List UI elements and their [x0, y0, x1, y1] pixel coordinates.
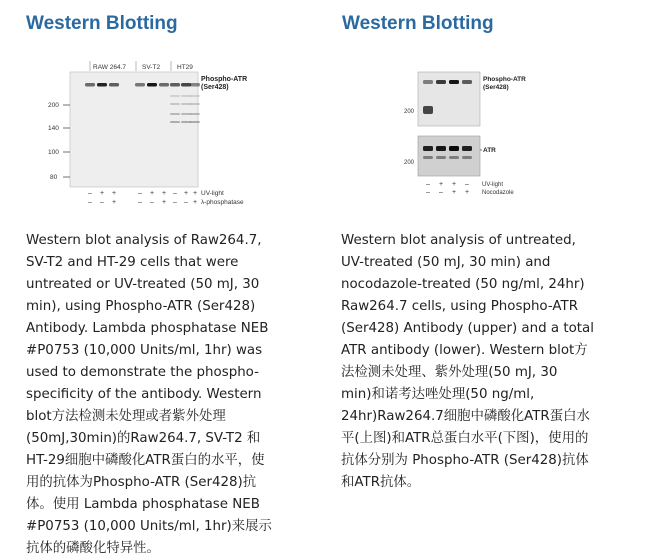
band-background — [170, 113, 180, 115]
uv-sign: – — [173, 190, 177, 197]
band-background — [181, 121, 191, 123]
band-phospho-atr — [170, 83, 180, 87]
right-heading: Western Blotting — [342, 13, 494, 34]
left-caption-line: 抗体的磷酸化特异性。 — [26, 541, 160, 556]
left-caption-line: #P0753 (10,000 Units/ml, 1hr)来展示 — [26, 519, 272, 534]
left-caption-line: untreated or UV-treated (50 mJ, 30 — [26, 277, 260, 292]
band-phospho-atr — [135, 83, 145, 87]
band-label-ser428-right: (Ser428) — [483, 84, 509, 91]
uv-sign: + — [100, 190, 105, 197]
right-caption-line: Raw264.7 cells, using Phospho-ATR — [341, 299, 579, 314]
ppase-sign: – — [173, 199, 177, 206]
right-panel — [342, 0, 642, 36]
left-caption-line: #P0753 (10,000 Units/ml, 1hr) was — [26, 343, 263, 358]
band-background — [170, 121, 180, 123]
uv-sign: – — [88, 190, 92, 197]
left-signs-uv — [88, 190, 197, 197]
band-label-atr: ATR — [483, 147, 496, 154]
band-background — [181, 95, 191, 97]
band-atr — [449, 146, 459, 151]
uv-sign: + — [193, 190, 198, 197]
band-background — [181, 103, 191, 105]
right-caption-line: nocodazole-treated (50 ng/ml, 24hr) — [341, 277, 585, 292]
right-caption-line: min)和诺考达唑处理(50 ng/ml, — [341, 387, 535, 402]
right-caption-line: Western blot analysis of untreated, — [341, 233, 576, 248]
left-caption-line: used to demonstrate the phospho- — [26, 365, 259, 380]
left-caption-line: (50mJ,30min)的Raw264.7, SV-T2 和 — [26, 431, 261, 446]
right-caption-line: 24hr)Raw264.7细胞中磷酸化ATR蛋白水 — [341, 409, 590, 424]
band-background — [170, 103, 180, 105]
band-background — [190, 113, 200, 115]
left-panel — [26, 0, 316, 36]
row-label-uv-light-right: UV-light — [482, 182, 504, 188]
band-phospho-atr — [190, 83, 200, 87]
ppase-sign: + — [112, 199, 117, 206]
band-atr-secondary — [449, 156, 459, 159]
noc-sign: + — [465, 189, 470, 196]
uv-sign: + — [150, 190, 155, 197]
band-phospho-atr-right — [449, 80, 459, 84]
lane-label-svt2: SV-T2 — [142, 64, 161, 71]
right-signs-noc — [426, 189, 469, 196]
band-phospho-atr — [85, 83, 95, 87]
mw-200: 200 — [48, 102, 59, 109]
uv-sign: + — [112, 190, 117, 197]
band-label-phospho-atr-right: Phospho-ATR — [483, 76, 526, 83]
ppase-sign: + — [162, 199, 167, 206]
ppase-sign: – — [150, 199, 154, 206]
left-caption-line: Western blot analysis of Raw264.7, — [26, 233, 262, 248]
band-atr — [462, 146, 472, 151]
ppase-sign: – — [100, 199, 104, 206]
band-atr-secondary — [436, 156, 446, 159]
band-background — [190, 95, 200, 97]
band-label-ser428: (Ser428) — [201, 84, 229, 91]
mw-100: 100 — [48, 149, 59, 156]
right-caption-line: UV-treated (50 mJ, 30 min) and — [341, 255, 551, 270]
left-caption — [26, 230, 318, 560]
row-label-uv-light: UV-light — [201, 190, 224, 197]
band-atr-secondary — [423, 156, 433, 159]
ppase-sign: + — [193, 199, 198, 206]
left-caption-line: 用的抗体为Phospho-ATR (Ser428)抗 — [26, 475, 257, 490]
right-western-blot-image — [404, 68, 554, 198]
noc-sign: + — [452, 189, 457, 196]
left-caption-line: SV-T2 and HT-29 cells that were — [26, 255, 239, 270]
right-caption — [341, 230, 641, 494]
band-background — [181, 113, 191, 115]
band-lower-right — [423, 106, 433, 114]
band-background — [190, 121, 200, 123]
band-phospho-atr-right — [423, 80, 433, 84]
band-phospho-atr — [109, 83, 119, 87]
band-phospho-atr — [97, 83, 107, 87]
band-atr-secondary — [462, 156, 472, 159]
right-caption-line: ATR antibody (lower). Western blot方 — [341, 343, 588, 358]
uv-sign: + — [162, 190, 167, 197]
left-caption-line: blot方法检测未处理或者紫外处理 — [26, 409, 226, 424]
band-phospho-atr-right — [436, 80, 446, 84]
uv-right-sign: – — [465, 181, 469, 188]
noc-sign: – — [439, 189, 443, 196]
left-caption-line: specificity of the antibody. Western — [26, 387, 262, 402]
uv-right-sign: – — [426, 181, 430, 188]
left-caption-line: HT-29细胞中磷酸化ATR蛋白的水平，使 — [26, 453, 265, 468]
band-background — [170, 95, 180, 97]
band-background — [190, 103, 200, 105]
left-heading: Western Blotting — [26, 13, 178, 34]
right-caption-line: 法检测未处理、紫外处理(50 mJ, 30 — [341, 365, 558, 380]
lane-label-raw: RAW 264.7 — [93, 64, 126, 71]
uv-sign: – — [138, 190, 142, 197]
ppase-sign: – — [88, 199, 92, 206]
band-atr — [436, 146, 446, 151]
right-caption-line: 和ATR抗体。 — [341, 475, 421, 490]
left-caption-line: Antibody. Lambda phosphatase NEB — [26, 321, 269, 336]
right-caption-line: 平(上图)和ATR总蛋白水平(下图)，使用的 — [341, 431, 589, 446]
noc-sign: – — [426, 189, 430, 196]
membrane — [70, 72, 198, 187]
mw-80: 80 — [50, 174, 58, 181]
left-caption-line: 体。使用 Lambda phosphatase NEB — [26, 497, 260, 512]
mw-140: 140 — [48, 125, 59, 132]
lane-label-ht29: HT29 — [177, 64, 193, 71]
band-phospho-atr-right — [462, 80, 472, 84]
left-caption-line: min), using Phospho-ATR (Ser428) — [26, 299, 256, 314]
right-signs-uv — [426, 181, 469, 188]
row-label-lambda-phosphatase: λ-phosphatase — [201, 199, 244, 206]
uv-sign: + — [184, 190, 189, 197]
band-atr — [423, 146, 433, 151]
mw-200-top: 200 — [404, 109, 415, 115]
band-phospho-atr — [181, 83, 191, 87]
band-label-phospho-atr: Phospho-ATR — [201, 76, 248, 83]
mw-200-bottom: 200 — [404, 160, 415, 166]
left-signs-ppase — [88, 199, 197, 206]
left-western-blot-image — [40, 55, 280, 220]
ppase-sign: – — [138, 199, 142, 206]
uv-right-sign: + — [452, 181, 457, 188]
band-phospho-atr — [147, 83, 157, 87]
ppase-sign: – — [184, 199, 188, 206]
band-phospho-atr — [159, 83, 169, 87]
right-caption-line: (Ser428) Antibody (upper) and a total — [341, 321, 594, 336]
uv-right-sign: + — [439, 181, 444, 188]
row-label-nocodazole: Nocodazole — [482, 190, 514, 196]
right-caption-line: 抗体分别为 Phospho-ATR (Ser428)抗体 — [341, 453, 589, 468]
